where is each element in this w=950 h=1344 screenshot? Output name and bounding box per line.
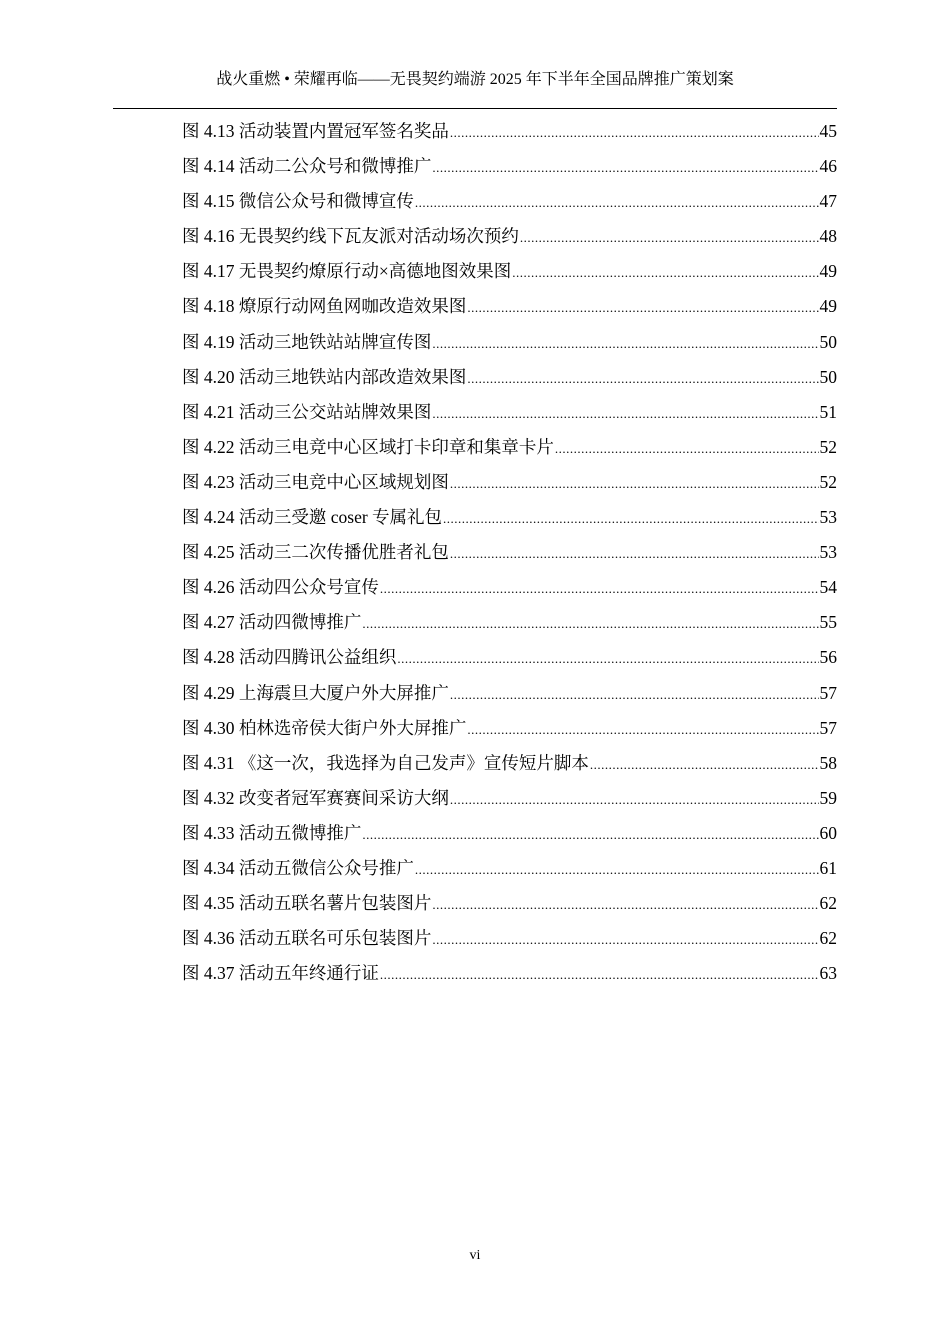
toc-entry-page: 56 <box>819 647 837 668</box>
toc-entry[interactable] <box>182 289 837 324</box>
page-footer <box>0 1247 950 1265</box>
toc-entry-page: 53 <box>819 507 837 528</box>
toc-entry-label: 图 4.30 柏林选帝侯大街户外大屏推广 <box>182 717 467 738</box>
toc-entry[interactable] <box>182 746 837 781</box>
toc-entry[interactable] <box>182 956 837 991</box>
toc-dot-leader <box>467 712 818 747</box>
toc-entry[interactable] <box>182 851 837 886</box>
toc-dot-leader <box>520 220 819 255</box>
toc-entry-page: 62 <box>819 893 837 914</box>
toc-entry[interactable] <box>182 500 837 535</box>
page-number: vi <box>469 1248 481 1263</box>
toc-entry-page: 51 <box>819 401 837 422</box>
toc-entry-label: 图 4.15 微信公众号和微博宣传 <box>182 191 414 212</box>
toc-entry-page: 63 <box>819 963 837 984</box>
toc-entry[interactable] <box>182 676 837 711</box>
running-header <box>0 70 950 90</box>
toc-dot-leader <box>432 922 818 957</box>
toc-entry-page: 50 <box>819 366 837 387</box>
toc-entry-label: 图 4.17 无畏契约燎原行动×高德地图效果图 <box>182 261 512 282</box>
toc-entry[interactable] <box>182 711 837 746</box>
toc-dot-leader <box>432 326 818 361</box>
toc-entry-page: 57 <box>819 682 837 703</box>
toc-entry-label: 图 4.31 《这一次，我选择为自己发声》宣传短片脚本 <box>182 752 589 773</box>
toc-entry-label: 图 4.36 活动五联名可乐包装图片 <box>182 928 432 949</box>
toc-entry[interactable] <box>182 219 837 254</box>
toc-dot-leader <box>380 957 819 992</box>
toc-dot-leader <box>397 641 818 676</box>
toc-entry-page: 54 <box>819 577 837 598</box>
toc-dot-leader <box>450 115 819 150</box>
toc-entry[interactable] <box>182 570 837 605</box>
toc-entry-label: 图 4.28 活动四腾讯公益组织 <box>182 647 397 668</box>
toc-entry-page: 48 <box>819 226 837 247</box>
toc-entry-label: 图 4.21 活动三公交站站牌效果图 <box>182 401 432 422</box>
toc-entry-page: 62 <box>819 928 837 949</box>
toc-dot-leader <box>450 677 819 712</box>
toc-dot-leader <box>450 782 819 817</box>
toc-entry-page: 46 <box>819 156 837 177</box>
figure-list-of-contents <box>182 114 837 991</box>
toc-dot-leader <box>432 150 818 185</box>
toc-entry[interactable] <box>182 535 837 570</box>
toc-entry-page: 53 <box>819 542 837 563</box>
toc-dot-leader <box>512 255 818 290</box>
toc-entry-label: 图 4.18 燎原行动网鱼网咖改造效果图 <box>182 296 467 317</box>
toc-entry[interactable] <box>182 184 837 219</box>
toc-entry-page: 57 <box>819 717 837 738</box>
toc-entry-page: 58 <box>819 752 837 773</box>
toc-entry[interactable] <box>182 781 837 816</box>
toc-entry[interactable] <box>182 465 837 500</box>
toc-entry-label: 图 4.37 活动五年终通行证 <box>182 963 379 984</box>
toc-entry-page: 49 <box>819 296 837 317</box>
toc-dot-leader <box>467 290 818 325</box>
toc-entry-label: 图 4.34 活动五微信公众号推广 <box>182 857 414 878</box>
toc-dot-leader <box>362 817 818 852</box>
toc-entry-page: 45 <box>819 121 837 141</box>
toc-entry[interactable] <box>182 395 837 430</box>
toc-entry[interactable] <box>182 430 837 465</box>
toc-entry-page: 60 <box>819 822 837 843</box>
toc-entry[interactable] <box>182 149 837 184</box>
toc-dot-leader <box>432 887 818 922</box>
toc-entry-label: 图 4.32 改变者冠军赛赛间采访大纲 <box>182 787 449 808</box>
toc-entry-page: 50 <box>819 331 837 352</box>
toc-entry-page: 61 <box>819 857 837 878</box>
toc-entry-label: 图 4.14 活动二公众号和微博推广 <box>182 156 432 177</box>
toc-entry-label: 图 4.19 活动三地铁站站牌宣传图 <box>182 331 432 352</box>
toc-entry-label: 图 4.26 活动四公众号宣传 <box>182 577 379 598</box>
toc-entry-label: 图 4.16 无畏契约线下瓦友派对活动场次预约 <box>182 226 519 247</box>
toc-entry-page: 55 <box>819 612 837 633</box>
toc-entry-page: 59 <box>819 787 837 808</box>
toc-entry-label: 图 4.35 活动五联名薯片包装图片 <box>182 893 432 914</box>
toc-entry-label: 图 4.25 活动三二次传播优胜者礼包 <box>182 542 449 563</box>
toc-dot-leader <box>362 606 818 641</box>
toc-entry[interactable] <box>182 114 837 149</box>
toc-dot-leader <box>467 361 818 396</box>
toc-entry[interactable] <box>182 640 837 675</box>
toc-entry[interactable] <box>182 886 837 921</box>
toc-dot-leader <box>415 185 819 220</box>
toc-dot-leader <box>432 396 818 431</box>
toc-entry-label: 图 4.20 活动三地铁站内部改造效果图 <box>182 366 467 387</box>
toc-entry[interactable] <box>182 325 837 360</box>
toc-entry-label: 图 4.29 上海震旦大厦户外大屏推广 <box>182 682 449 703</box>
toc-entry[interactable] <box>182 254 837 289</box>
toc-dot-leader <box>380 571 819 606</box>
toc-entry-page: 52 <box>819 471 837 492</box>
toc-dot-leader <box>450 466 819 501</box>
toc-entry-label: 图 4.27 活动四微博推广 <box>182 612 362 633</box>
toc-dot-leader <box>555 431 819 466</box>
toc-dot-leader <box>590 747 819 782</box>
toc-dot-leader <box>450 536 819 571</box>
toc-entry[interactable] <box>182 816 837 851</box>
toc-entry-label: 图 4.13 活动装置内置冠军签名奖品 <box>182 121 449 141</box>
header-divider <box>113 108 837 109</box>
toc-entry-label: 图 4.33 活动五微博推广 <box>182 822 362 843</box>
toc-entry-label: 图 4.22 活动三电竞中心区域打卡印章和集章卡片 <box>182 436 554 457</box>
running-header-title: 战火重燃 • 荣耀再临——无畏契约端游 2025 年下半年全国品牌推广策划案 <box>216 71 734 88</box>
toc-entry-page: 47 <box>819 191 837 212</box>
toc-entry[interactable] <box>182 605 837 640</box>
toc-entry-page: 52 <box>819 436 837 457</box>
toc-entry[interactable] <box>182 921 837 956</box>
toc-entry-page: 49 <box>819 261 837 282</box>
toc-entry-label: 图 4.23 活动三电竞中心区域规划图 <box>182 471 449 492</box>
toc-entry-label: 图 4.24 活动三受邀 coser 专属礼包 <box>182 507 443 528</box>
toc-dot-leader <box>415 852 819 887</box>
toc-dot-leader <box>443 501 818 536</box>
toc-entry[interactable] <box>182 360 837 395</box>
